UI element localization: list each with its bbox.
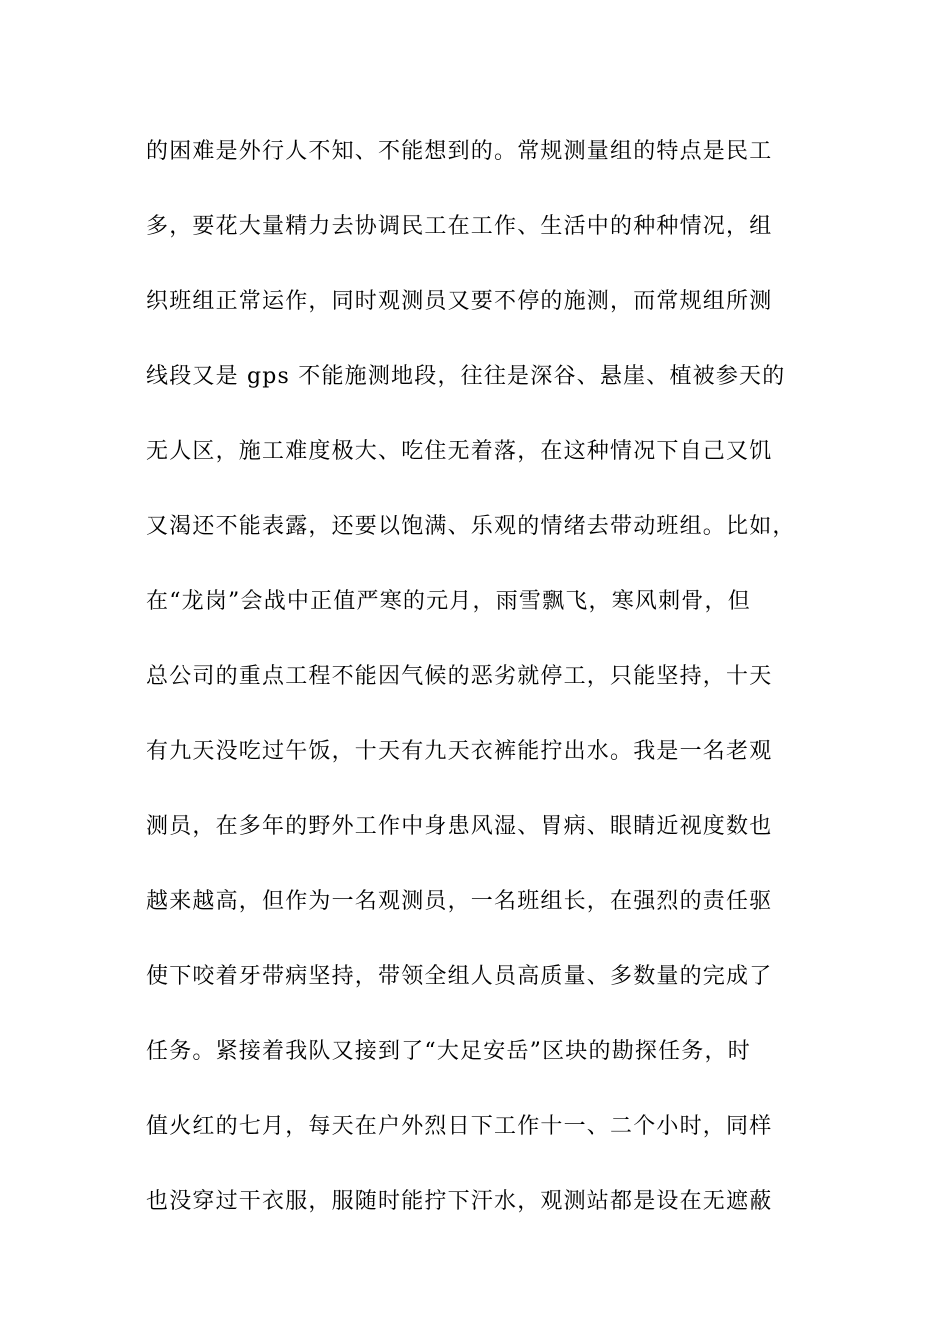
- text-line: 使下咬着牙带病坚持，带领全组人员高质量、多数量的完成了: [146, 964, 773, 989]
- text-line: 值火红的七月，每天在户外烈日下工作十一、二个小时，同样: [146, 1114, 773, 1139]
- text-line: 线段又是 gps 不能施测地段，往往是深谷、悬崖、植被参天的: [146, 364, 786, 389]
- text-line: 越来越高，但作为一名观测员，一名班组长，在强烈的责任驱: [146, 889, 773, 914]
- text-line: 多，要花大量精力去协调民工在工作、生活中的种种情况，组: [146, 214, 773, 239]
- body-text: [146, 133, 836, 1258]
- text-line: 任务。紧接着我队又接到了“大足安岳”区块的勘探任务，时: [146, 1039, 751, 1064]
- text-line: 有九天没吃过午饭，十天有九天衣裤能拧出水。我是一名老观: [146, 739, 773, 764]
- text-line: 织班组正常运作，同时观测员又要不停的施测，而常规组所测: [146, 289, 773, 314]
- text-line: 也没穿过干衣服，服随时能拧下汗水，观测站都是设在无遮蔽: [146, 1189, 773, 1214]
- text-line: 的困难是外行人不知、不能想到的。常规测量组的特点是民工: [146, 139, 773, 164]
- text-line: 又渴还不能表露，还要以饱满、乐观的情绪去带动班组。比如，: [146, 514, 796, 539]
- text-line: 在“龙岗”会战中正值严寒的元月，雨雪飘飞，寒风刺骨，但: [146, 589, 751, 614]
- text-line: 总公司的重点工程不能因气候的恶劣就停工，只能坚持，十天: [146, 664, 773, 689]
- text-line: 测员，在多年的野外工作中身患风湿、胃病、眼睛近视度数也: [146, 814, 773, 839]
- text-line: 无人区，施工难度极大、吃住无着落，在这种情况下自己又饥: [146, 439, 773, 464]
